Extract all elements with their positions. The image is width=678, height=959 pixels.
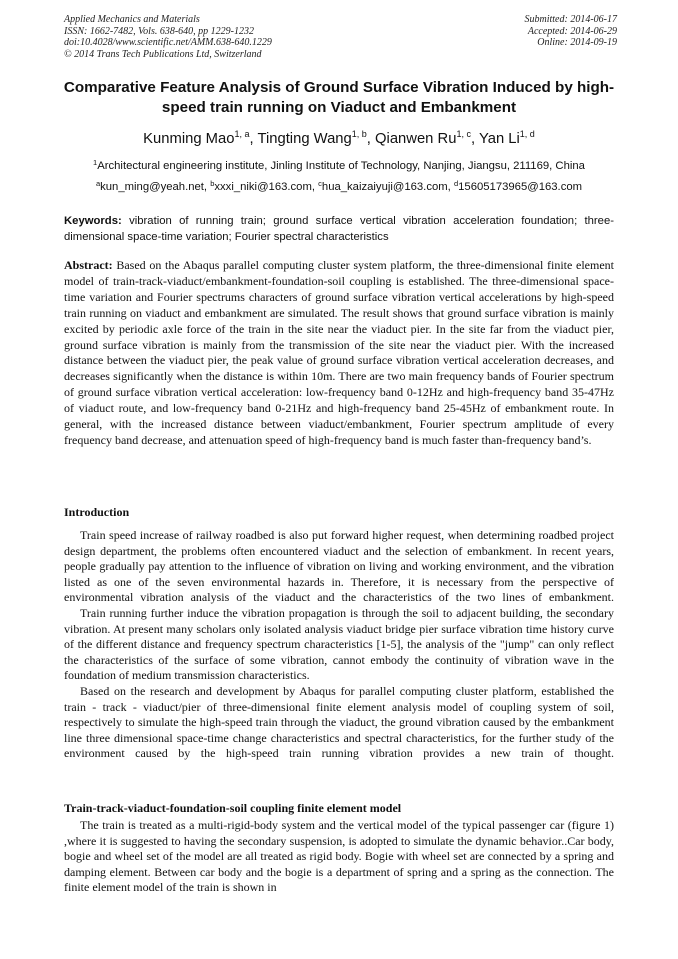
author-affiliation-mark: 1, a	[234, 129, 250, 139]
keywords-block	[64, 213, 614, 245]
journal-issn: ISSN: 1662-7482, Vols. 638-640, pp 1229-1232	[64, 25, 254, 37]
journal-name: Applied Mechanics and Materials	[64, 14, 200, 25]
email-address[interactable]: hua_kaizaiyuji@163.com	[321, 181, 448, 193]
author-affiliation-mark: 1, c	[456, 129, 471, 139]
author-name: Tingting Wang	[257, 131, 352, 147]
keywords-label: Keywords:	[64, 215, 122, 227]
dates-header	[525, 14, 618, 49]
paper-title: Comparative Feature Analysis of Ground Surface Vibration Induced by high-speed train running on Viaduct and Embankment	[63, 79, 615, 116]
affiliation	[60, 160, 618, 172]
email-mark: d	[453, 179, 459, 188]
email-address[interactable]: 15605173965@163.com	[458, 181, 583, 193]
abstract-label: Abstract:	[64, 258, 113, 272]
introduction-body	[64, 528, 614, 762]
author-name: Qianwen Ru	[375, 131, 457, 147]
paragraph: Train speed increase of railway roadbed is also put forward higher request, when determining roadbed project design department, the problems often encountered viaduct and the selection of embankment. In recent years, people gradually pay attention to the influence of vibration on living and working environment, and the vibration listed as one of the seven environmental hazards in. Therefore, it is necessary from the perspective of environmental vibration analysis of the viaduct and the characteristics of the two lines of embankment.	[64, 528, 614, 605]
author-name: Yan Li	[478, 131, 520, 147]
author-name: Kunming Mao	[143, 131, 235, 147]
online-date: Online: 2014-09-19	[537, 37, 617, 48]
email-mark: c	[318, 179, 322, 188]
journal-copyright: © 2014 Trans Tech Publications Ltd, Switzerland	[64, 48, 262, 60]
email-address[interactable]: kun_ming@yeah.net	[100, 181, 204, 193]
keywords-text: vibration of running train; ground surface vertical vibration acceleration foundation; three-dimensional space-time variation; Fourier spectral characteristics	[64, 215, 615, 243]
author-affiliation-mark: 1, d	[519, 129, 535, 139]
email-mark: b	[210, 179, 215, 188]
journal-header	[64, 14, 272, 60]
email-mark: a	[95, 179, 101, 188]
email-list: $^a$kun_ming@yeah.net, $^b$xxxi_niki@163.com, $^c$hua_kaizaiyuji@163.com, $^d$15605173965@163.com	[95, 179, 583, 193]
model-section-body	[64, 818, 614, 896]
paragraph: The train is treated as a multi-rigid-body system and the vertical model of the typical passenger car (figure 1) ,where it is suggested to having the secondary suspension, is adopted to simulate the dynamic behavior..Car body, bogie and wheel set of the model are all treated as rigid body. Bogie with wheel set are connected by a spring and damping element. Between car body and the bogie is a department of spring and a spring as the connection. The finite element model of the train is shown in	[64, 818, 614, 895]
section-heading-model: Train-track-viaduct-foundation-soil coupling finite element model	[64, 801, 402, 815]
paragraph: Based on the research and development by Abaqus for parallel computing cluster platform, established the train - track - viaduct/pier of three-dimensional finite element analysis model of coupling system of soil, respectively to simulate the high-speed train through the viaduct, the ground vibration caused by the embankment line three dimensional space-time change characteristics and spectral characteristics, for the further study of the environment caused by the high-speed train running vibration provides a new train of thought.	[64, 683, 614, 761]
paragraph: Train running further induce the vibration propagation is through the soil to adjacent building, the secondary vibration. At present many scholars only isolated analysis viaduct bridge pier surface vibration time history curve of the different distance and frequency spectrum characteristics [1-5], the analysis of the "jump" can only reflect the characteristics of the surface of some vibration, cannot embody the continuity of vibration wave in the foundation of medium transmission characteristics.	[64, 605, 614, 683]
affiliation-text: Architectural engineering institute, Jinling Institute of Technology, Nanjing, Jiangsu, 211169, China	[97, 160, 585, 172]
introduction-heading: Introduction	[64, 505, 130, 519]
author-list: Kunming Mao$^{1, a}$, Tingting Wang$^{1, b}$, Qianwen Ru$^{1, c}$, Yan Li$^{1, d}$	[143, 129, 535, 147]
affiliation-mark: 1	[93, 158, 98, 167]
abstract-text: Based on the Abaqus parallel computing cluster system platform, the three-dimensional finite element model of train-track-viaduct/embankment-foundation-soil coupling is established. The three-dimensional space-time variation and Fourier spectrums characters of ground surface vibration vertical accelerations by high-speed train running on viaduct and embankment are simulated. The result shows that ground surface vibration is mainly excited by periodic axle force of the train in the site near the viaduct pier. In the site far from the viaduct pier, ground surface vibration is mainly from the transmission of the site near the viaduct pier. With the increased distance between the viaduct pier, the peak value of ground surface vibration vertical acceleration decreases, and decreases significantly when the distance is within 10m. There are two main frequency bands of Fourier spectrum of ground surface vibration vertical acceleration: low-frequency band 0-12Hz and high-frequency band 35-47Hz of viaduct route, and low-frequency band 0-21Hz and high-frequency band 25-45Hz of embankment route. In general, with the increased distance between viaduct/embankment, Fourier spectrum amplitude of every frequency band decrease, and attenuation speed of high-frequency band is much faster than-frequency band’s.	[64, 258, 614, 447]
author-affiliation-mark: 1, b	[351, 129, 367, 139]
abstract-block	[64, 258, 614, 449]
submitted-date: Submitted: 2014-06-17	[524, 14, 617, 25]
accepted-date: Accepted: 2014-06-29	[527, 25, 617, 37]
email-address[interactable]: xxxi_niki@163.com	[214, 181, 312, 193]
journal-doi: doi:10.4028/www.scientific.net/AMM.638-640.1229	[64, 37, 272, 48]
